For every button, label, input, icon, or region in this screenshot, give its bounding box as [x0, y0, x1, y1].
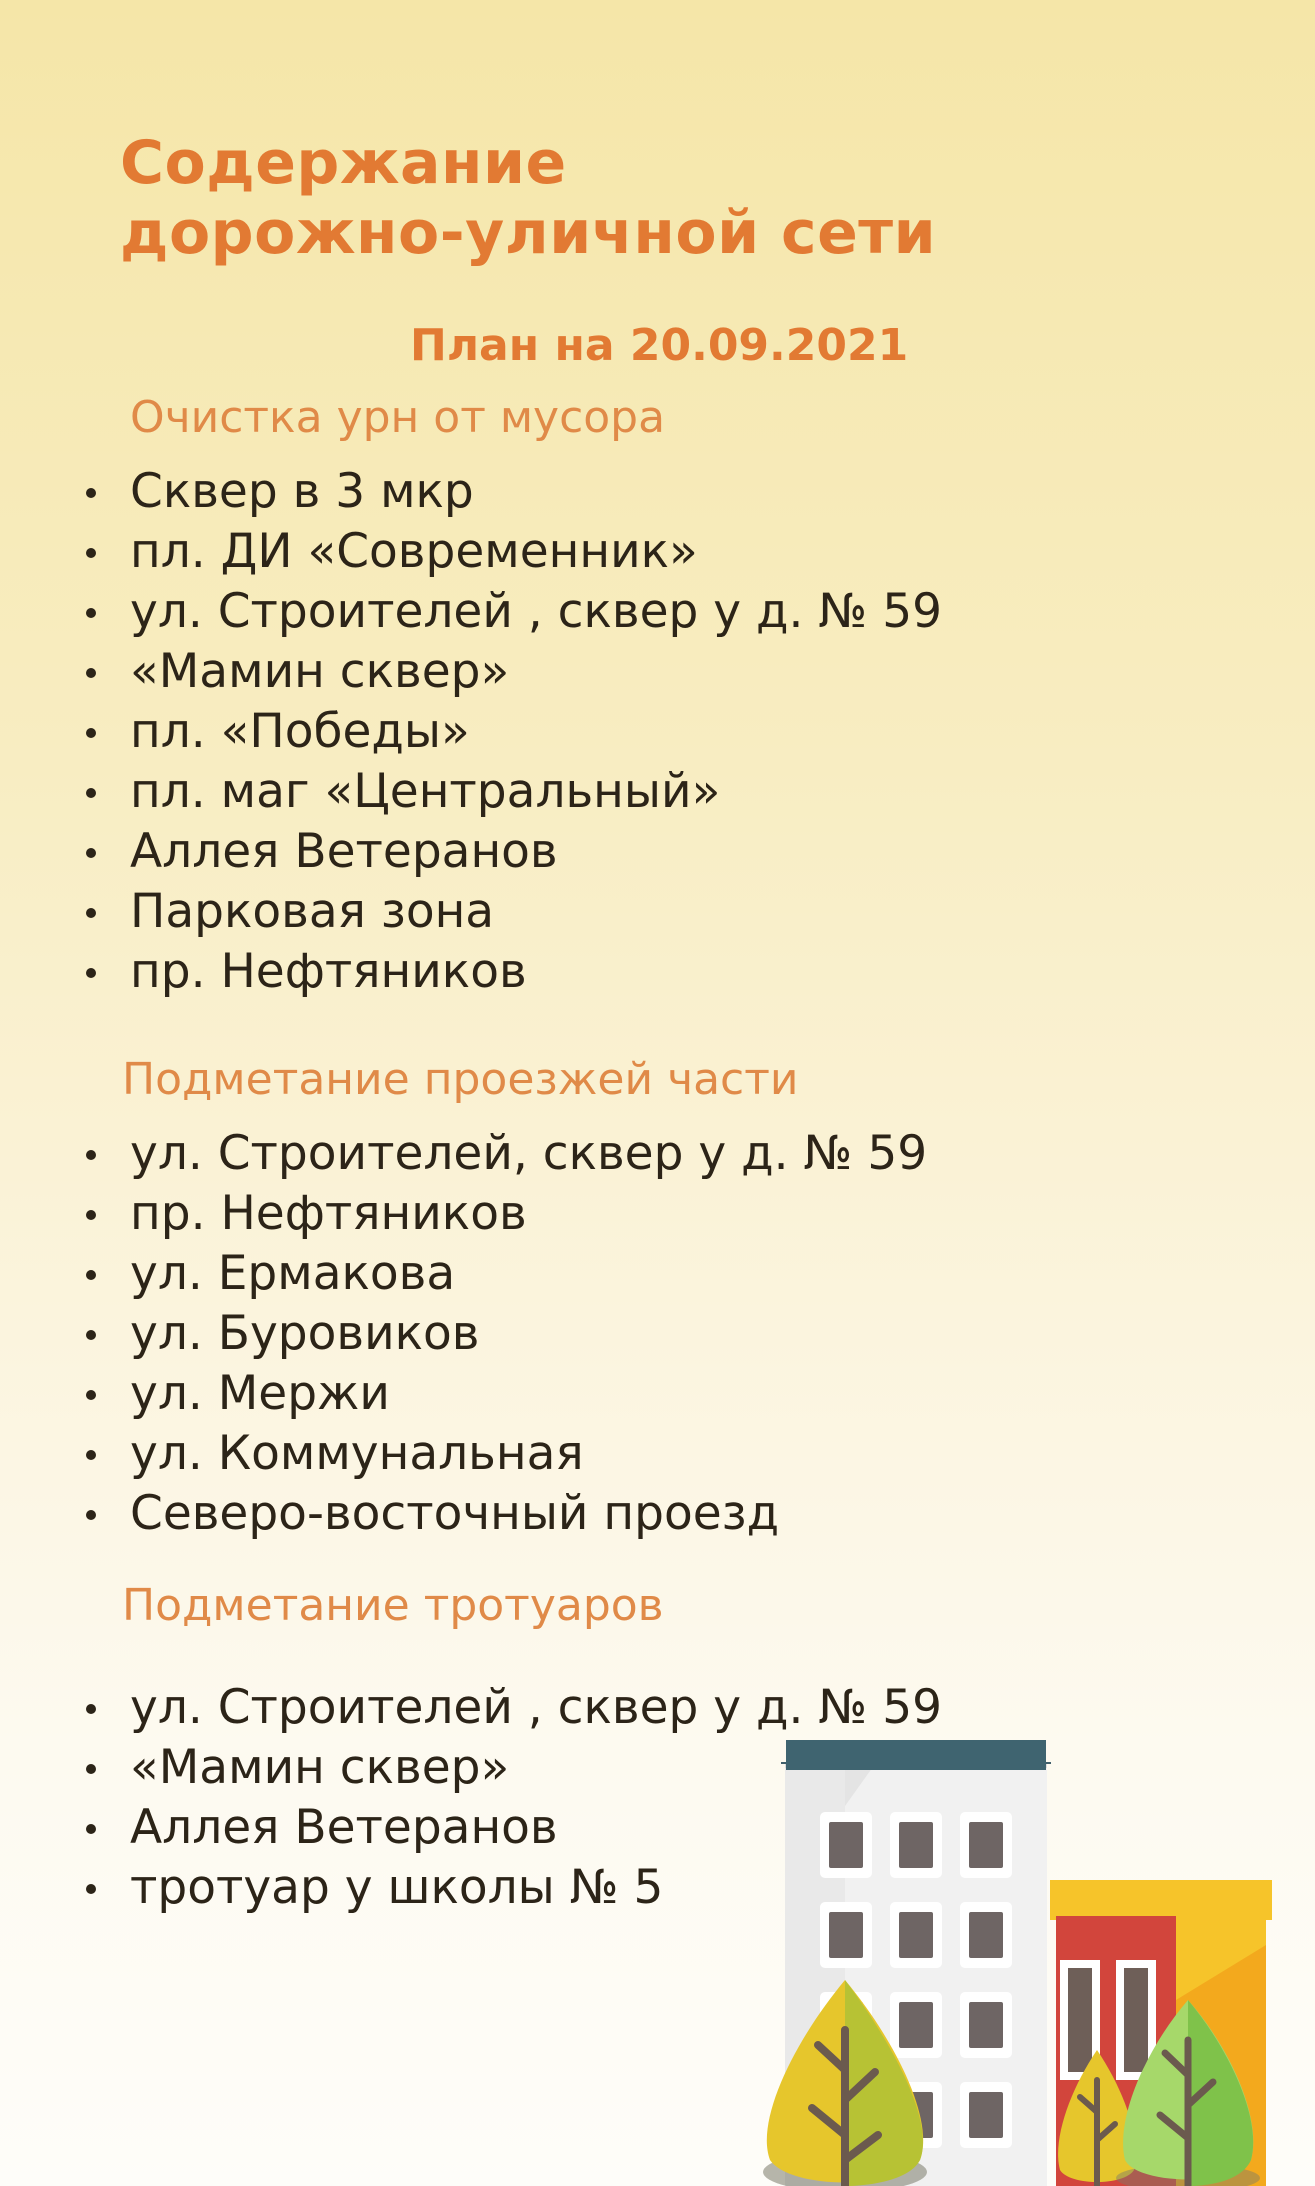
section-heading-bins: Очистка урн от мусора: [130, 392, 666, 443]
bullet-icon: [86, 1884, 96, 1894]
bullet-icon: [86, 668, 96, 678]
bullet-icon: [86, 728, 96, 738]
list-item: Парковая зона: [0, 882, 942, 942]
list-item: ул. Буровиков: [0, 1304, 927, 1364]
section-heading-sidewalks: Подметание тротуаров: [122, 1580, 664, 1631]
list-item: «Мамин сквер»: [0, 642, 942, 702]
list-item: ул. Мержи: [0, 1364, 927, 1424]
city-buildings-illustration: [740, 1740, 1315, 2186]
bullet-icon: [86, 1450, 96, 1460]
bullet-icon: [86, 1704, 96, 1714]
bullet-icon: [86, 908, 96, 918]
list-item: Аллея Ветеранов: [0, 822, 942, 882]
list-item: тротуар у школы № 5: [0, 1858, 942, 1918]
list-item: Сквер в 3 мкр: [0, 462, 942, 522]
bullet-icon: [86, 968, 96, 978]
list-bins: [0, 462, 942, 1002]
bullet-icon: [86, 1390, 96, 1400]
list-item: пр. Нефтяников: [0, 942, 942, 1002]
bullet-icon: [86, 1270, 96, 1280]
list-item: ул. Коммунальная: [0, 1424, 927, 1484]
list-item: ул. Строителей , сквер у д. № 59: [0, 1678, 942, 1738]
list-item: пл. маг «Центральный»: [0, 762, 942, 822]
page-title: [120, 128, 936, 268]
plan-date-label: План на 20.09.2021: [410, 320, 909, 371]
list-roadway: [0, 1124, 927, 1544]
bullet-icon: [86, 1150, 96, 1160]
list-item: «Мамин сквер»: [0, 1738, 942, 1798]
bullet-icon: [86, 1824, 96, 1834]
bullet-icon: [86, 1764, 96, 1774]
bullet-icon: [86, 1210, 96, 1220]
section-heading-roadway: Подметание проезжей части: [122, 1054, 799, 1105]
list-item: ул. Строителей, сквер у д. № 59: [0, 1124, 927, 1184]
bullet-icon: [86, 848, 96, 858]
page-title-line-2: дорожно-уличной сети: [120, 198, 937, 268]
bullet-icon: [86, 788, 96, 798]
bullet-icon: [86, 1510, 96, 1520]
page-title-line-1: Содержание: [120, 128, 567, 198]
list-item: пр. Нефтяников: [0, 1184, 927, 1244]
list-item: Северо-восточный проезд: [0, 1484, 927, 1544]
list-item: пл. ДИ «Современник»: [0, 522, 942, 582]
list-item: Аллея Ветеранов: [0, 1798, 942, 1858]
bullet-icon: [86, 548, 96, 558]
list-item: ул. Ермакова: [0, 1244, 927, 1304]
list-item: пл. «Победы»: [0, 702, 942, 762]
bullet-icon: [86, 488, 96, 498]
list-item: ул. Строителей , сквер у д. № 59: [0, 582, 942, 642]
bullet-icon: [86, 1330, 96, 1340]
bullet-icon: [86, 608, 96, 618]
